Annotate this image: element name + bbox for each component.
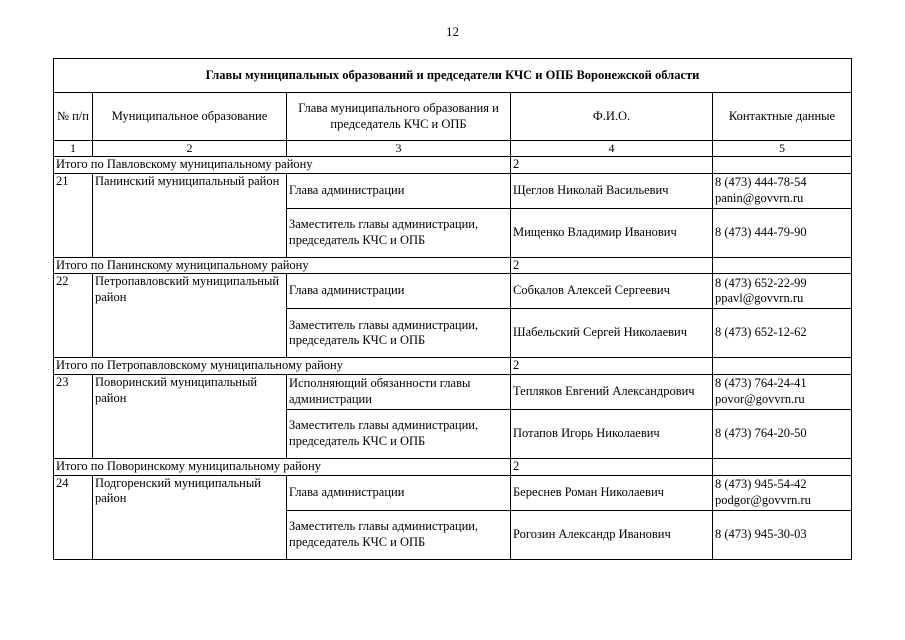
- contact-phone: 8 (473) 444-79-90: [715, 224, 807, 239]
- person-fio: Мищенко Владимир Иванович: [511, 208, 713, 257]
- column-number: 3: [287, 141, 511, 157]
- contact-phone: 8 (473) 652-12-62: [715, 325, 807, 340]
- position-title: Заместитель главы администрации, председатель КЧС и ОПБ: [287, 309, 511, 358]
- contact-data: [713, 510, 852, 559]
- contact-email: ppavl@govvrn.ru: [715, 291, 804, 306]
- contact-phone: 8 (473) 652-22-99: [715, 275, 807, 290]
- person-fio: Собкалов Алексей Сергеевич: [511, 274, 713, 309]
- contact-data: [713, 409, 852, 458]
- header-municipality: Муниципальное образование: [93, 93, 287, 141]
- total-count: 2: [511, 358, 713, 375]
- person-fio: Шабельский Сергей Николаевич: [511, 309, 713, 358]
- person-fio: Потапов Игорь Николаевич: [511, 409, 713, 458]
- district-total-row: [54, 458, 852, 475]
- contact-data: [713, 173, 852, 208]
- header-head-position: Глава муниципального образования и председатель КЧС и ОПБ: [287, 93, 511, 141]
- table-row: [54, 475, 852, 510]
- column-number: 1: [54, 141, 93, 157]
- total-count: 2: [511, 157, 713, 174]
- contact-data: [713, 208, 852, 257]
- total-label: Итого по Петропавловскому муниципальному району: [54, 358, 511, 375]
- position-title: Заместитель главы администрации, председатель КЧС и ОПБ: [287, 510, 511, 559]
- municipality-name: Подгоренский муниципальный район: [93, 475, 287, 559]
- municipality-name: Петропавловский муниципальный район: [93, 274, 287, 358]
- row-number: 21: [54, 173, 93, 257]
- position-title: Заместитель главы администрации, председатель КЧС и ОПБ: [287, 409, 511, 458]
- position-title: Глава администрации: [287, 475, 511, 510]
- person-fio: Щеглов Николай Васильевич: [511, 173, 713, 208]
- total-count: 2: [511, 257, 713, 274]
- contact-email: povor@govvrn.ru: [715, 391, 805, 406]
- district-total-row: [54, 257, 852, 274]
- person-fio: Береснев Роман Николаевич: [511, 475, 713, 510]
- row-number: 23: [54, 374, 93, 458]
- column-number: 5: [713, 141, 852, 157]
- position-title: Глава администрации: [287, 274, 511, 309]
- contact-data: [713, 374, 852, 409]
- table-row: [54, 274, 852, 309]
- position-title: Исполняющий обязанности главы администрации: [287, 374, 511, 409]
- contact-email: panin@govvrn.ru: [715, 190, 804, 205]
- municipality-name: Панинский муниципальный район: [93, 173, 287, 257]
- person-fio: Рогозин Александр Иванович: [511, 510, 713, 559]
- contact-email: podgor@govvrn.ru: [715, 492, 811, 507]
- contact-phone: 8 (473) 764-20-50: [715, 426, 807, 441]
- contact-phone: 8 (473) 764-24-41: [715, 376, 807, 391]
- person-fio: Тепляков Евгений Александрович: [511, 374, 713, 409]
- header-number: № п/п: [54, 93, 93, 141]
- total-count: 2: [511, 458, 713, 475]
- header-contacts: Контактные данные: [713, 93, 852, 141]
- total-empty: [713, 257, 852, 274]
- municipality-name: Поворинский муниципальный район: [93, 374, 287, 458]
- contact-phone: 8 (473) 945-30-03: [715, 526, 807, 541]
- contact-data: [713, 309, 852, 358]
- total-label: Итого по Панинскому муниципальному району: [54, 257, 511, 274]
- district-total-row: [54, 157, 852, 174]
- column-number: 4: [511, 141, 713, 157]
- total-label: Итого по Поворинскому муниципальному району: [54, 458, 511, 475]
- contact-phone: 8 (473) 444-78-54: [715, 175, 807, 189]
- page-number: 12: [446, 24, 459, 39]
- municipal-heads-table: [53, 58, 852, 560]
- header-fio: Ф.И.О.: [511, 93, 713, 141]
- table-row: [54, 374, 852, 409]
- total-empty: [713, 358, 852, 375]
- district-total-row: [54, 358, 852, 375]
- position-title: Заместитель главы администрации, председатель КЧС и ОПБ: [287, 208, 511, 257]
- total-empty: [713, 157, 852, 174]
- total-label: Итого по Павловскому муниципальному району: [54, 157, 511, 174]
- row-number: 24: [54, 475, 93, 559]
- row-number: 22: [54, 274, 93, 358]
- table-row: [54, 173, 852, 208]
- contact-data: [713, 475, 852, 510]
- contact-phone: 8 (473) 945-54-42: [715, 476, 807, 491]
- column-number: 2: [93, 141, 287, 157]
- contact-data: [713, 274, 852, 309]
- table-title: Главы муниципальных образований и председатели КЧС и ОПБ Воронежской области: [54, 59, 852, 93]
- total-empty: [713, 458, 852, 475]
- position-title: Глава администрации: [287, 173, 511, 208]
